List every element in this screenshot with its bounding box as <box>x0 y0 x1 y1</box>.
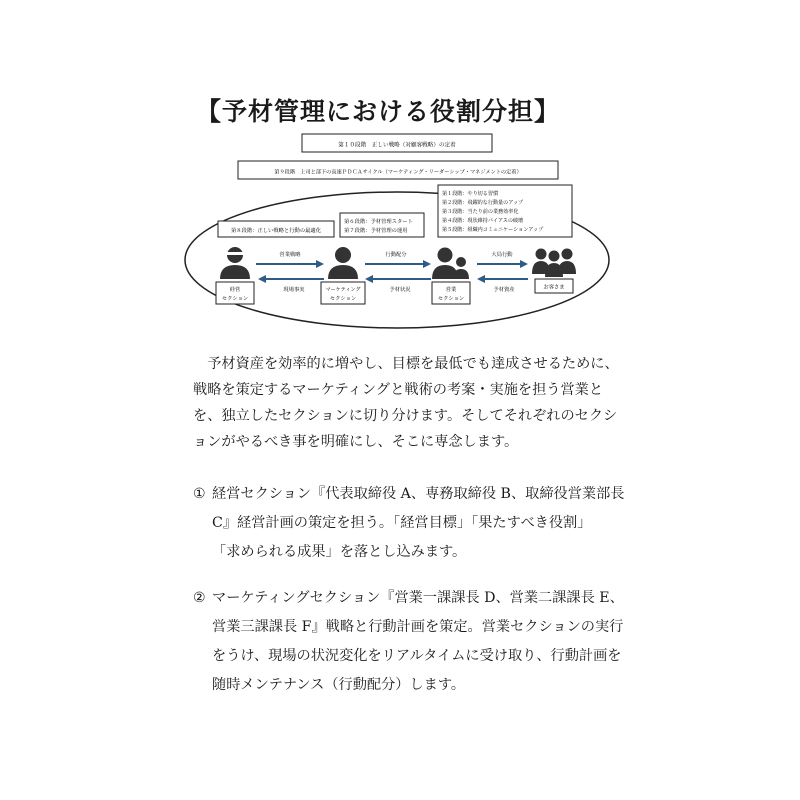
node-customers: お客さま <box>543 284 565 291</box>
arrow-label-status: 予材状況 <box>389 287 411 293</box>
item-line: 随時メンテナンス（行動配分）します。 <box>212 677 466 693</box>
list-item-management <box>193 480 625 567</box>
node-sales-line1: 営業 <box>445 287 457 293</box>
list-item-marketing <box>193 584 624 700</box>
item-line: 経営セクション『代表取締役 A、専務取締役 B、取締役営業部長 <box>212 486 625 502</box>
node-marketing-line1: マーケティング <box>325 287 361 293</box>
stage5-text: 第５段階：組織内コミュニケーションアップ <box>442 227 544 233</box>
item-number: ① <box>193 486 206 502</box>
marketing-person-icon <box>328 247 358 279</box>
intro-line-3: を、独立したセクションに切り分けます。そしてそれぞれのセクシ <box>193 408 618 424</box>
item-number: ② <box>193 590 206 606</box>
arrow-label-assets: 予材資産 <box>493 287 515 293</box>
executive-icon <box>220 247 250 279</box>
intro-line-1: 予材資産を効率的に増やし、目標を最低でも達成させるために、 <box>193 356 619 372</box>
stage1-text: 第１段階：やり切る習慣 <box>442 191 499 197</box>
customers-icon <box>532 249 576 278</box>
stage6-text: 第６段階：予材管理スタート <box>344 219 413 225</box>
arrow-label-action: 大局行動 <box>491 252 513 258</box>
item-line: 「求められる成果」を落とし込みます。 <box>212 544 467 560</box>
stage2-text: 第２段階：飛躍的な行動量のアップ <box>442 200 524 206</box>
node-management-line2: セクション <box>221 296 249 302</box>
intro-line-4: ョンがやるべき事を明確にし、そこに専念します。 <box>193 434 519 450</box>
stage10-text: 第１０段階 正しい戦略（対顧客戦略）の定着 <box>338 142 456 149</box>
stage3-text: 第３段階：当たり前の業務効率化 <box>442 209 519 215</box>
item-line: 営業三課課長 F』戦略と行動計画を策定。営業セクションの実行 <box>212 619 624 635</box>
item-line: をうけ、現場の状況変化をリアルタイムに受け取り、行動計画を <box>212 648 622 664</box>
arrow-label-allocation: 行動配分 <box>385 252 407 258</box>
intro-line-2: 戦略を策定するマーケティングと戦術の考案・実施を担う営業と <box>193 382 604 398</box>
page-title: 【予材管理における役割分担】 <box>196 97 561 126</box>
item-line: マーケティングセクション『営業一課課長 D、営業二課課長 E、 <box>212 590 624 606</box>
stage9-text: 第９段階 上司と部下の高速ＰＤＣＡサイクル（マーケティング・リーダーシップ・マネジメントの定着） <box>274 169 522 176</box>
stage4-text: 第４段階：現状維持バイアスの破壊 <box>442 218 524 224</box>
role-diagram <box>182 128 612 330</box>
arrow-label-field-facts: 現場事実 <box>283 287 305 293</box>
stage8-text: 第８段階：正しい戦略と行動の最適化 <box>230 228 322 234</box>
item-line: C』経営計画の策定を担う。「経営目標」「果たすべき役割」 <box>212 515 592 531</box>
arrow-label-strategy: 営業戦略 <box>279 252 301 258</box>
node-management-line1: 経営 <box>229 287 241 293</box>
node-marketing-line2: セクション <box>329 296 357 302</box>
sales-people-icon <box>432 248 469 280</box>
stage7-text: 第７段階：予材管理の運用 <box>344 228 408 234</box>
node-sales-line2: セクション <box>437 296 465 302</box>
